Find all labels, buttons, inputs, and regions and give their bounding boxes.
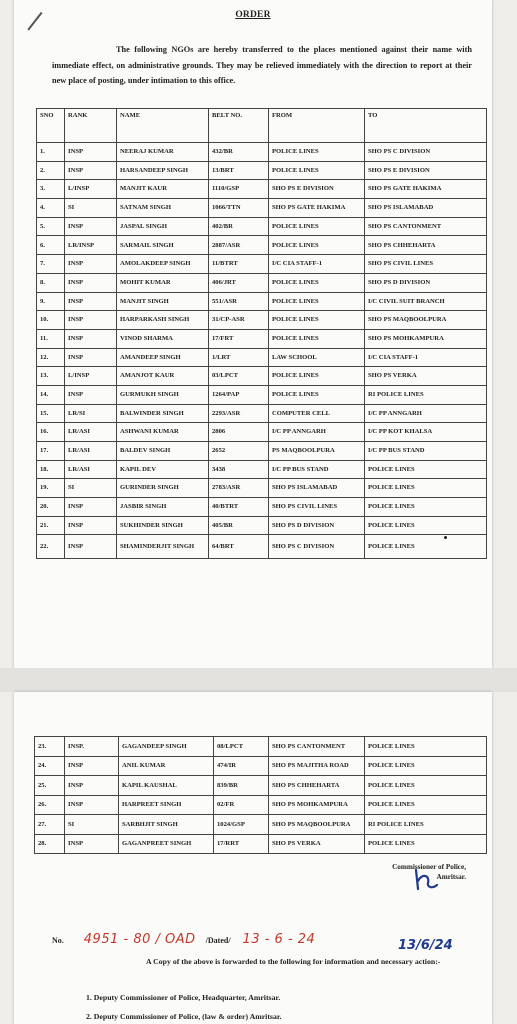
cell-to: POLICE LINES xyxy=(365,776,487,796)
cell-from: I/C PP ANNGARH xyxy=(269,423,365,442)
header-sno: SNO xyxy=(37,109,65,143)
cell-rank: INSP xyxy=(65,143,117,162)
cell-name: GAGANPREET SINGH xyxy=(119,834,214,854)
cell-from: SHO PS CHHEHARTA xyxy=(269,776,365,796)
cell-name: GAGANDEEP SINGH xyxy=(119,737,214,757)
table-row xyxy=(37,161,487,180)
cell-belt-no: 432/BR xyxy=(209,143,269,162)
header-to: TO xyxy=(365,109,487,143)
cell-belt-no: 02/FR xyxy=(214,795,269,815)
cell-name: MANJIT SINGH xyxy=(117,292,209,311)
table-row xyxy=(35,834,487,854)
table-row xyxy=(37,348,487,367)
cell-to: POLICE LINES xyxy=(365,479,487,498)
cell-rank: INSP xyxy=(65,385,117,404)
cell-from: POLICE LINES xyxy=(269,143,365,162)
cell-rank: INSP xyxy=(65,311,117,330)
cell-name: SARMAIL SINGH xyxy=(117,236,209,255)
table-row xyxy=(37,236,487,255)
cell-belt-no: 3438 xyxy=(209,460,269,479)
cell-from: SHO PS MOHKAMPURA xyxy=(269,795,365,815)
cell-sno: 12. xyxy=(37,348,65,367)
cell-rank: LR/INSP xyxy=(65,236,117,255)
cell-name: BALDEV SINGH xyxy=(117,442,209,461)
cell-rank: L/INSP xyxy=(65,367,117,386)
cell-name: SUKHINDER SINGH xyxy=(117,516,209,535)
cell-to: SHO PS CANTONMENT xyxy=(365,217,487,236)
cell-rank: LR/ASI xyxy=(65,423,117,442)
cell-from: I/C PP BUS STAND xyxy=(269,460,365,479)
cell-sno: 1. xyxy=(37,143,65,162)
ink-dot xyxy=(444,536,447,539)
cell-from: POLICE LINES xyxy=(269,292,365,311)
cell-from: POLICE LINES xyxy=(269,329,365,348)
cell-belt-no: 402/BR xyxy=(209,217,269,236)
cell-name: JASBIR SINGH xyxy=(117,498,209,517)
table-row xyxy=(37,498,487,517)
cell-from: SHO PS GATE HAKIMA xyxy=(269,199,365,218)
cell-name: BALWINDER SINGH xyxy=(117,404,209,423)
table-header-row xyxy=(37,109,487,143)
transfer-table-body xyxy=(37,143,487,559)
cell-sno: 7. xyxy=(37,255,65,274)
cell-name: JASPAL SINGH xyxy=(117,217,209,236)
cell-rank: LR/ASI xyxy=(65,460,117,479)
transfer-table-continued xyxy=(34,736,487,854)
memo-dated-value: 13 - 6 - 24 xyxy=(242,932,316,947)
header-belt-no: BELT NO. xyxy=(209,109,269,143)
order-page-1 xyxy=(14,0,492,668)
cell-name: VINOD SHARMA xyxy=(117,329,209,348)
distribution-item: 1. Deputy Commissioner of Police, Headquarter, Amritsar. xyxy=(86,993,281,1002)
table-row xyxy=(37,273,487,292)
order-page-2 xyxy=(14,692,492,1024)
cell-name: KAPIL KAUSHAL xyxy=(119,776,214,796)
cell-from: POLICE LINES xyxy=(269,367,365,386)
cell-rank: LR/SI xyxy=(65,404,117,423)
cell-sno: 16. xyxy=(37,423,65,442)
cell-belt-no: 406/JRT xyxy=(209,273,269,292)
table-row xyxy=(37,385,487,404)
cell-name: HARSANDEEP SINGH xyxy=(117,161,209,180)
cell-rank: INSP xyxy=(65,756,119,776)
cell-rank: INSP xyxy=(65,776,119,796)
cell-to: POLICE LINES xyxy=(365,795,487,815)
cell-rank: INSP xyxy=(65,329,117,348)
cell-from: SHO PS MAQBOOLPURA xyxy=(269,815,365,835)
distribution-item: 2. Deputy Commissioner of Police, (law & order) Amritsar. xyxy=(86,1012,282,1021)
cell-belt-no: 405/BR xyxy=(209,516,269,535)
cell-to: I/C CIVIL SUIT BRANCH xyxy=(365,292,487,311)
cell-sno: 5. xyxy=(37,217,65,236)
cell-from: SHO PS CANTONMENT xyxy=(269,737,365,757)
cell-sno: 25. xyxy=(35,776,65,796)
cell-to: SHO PS MOHKAMPURA xyxy=(365,329,487,348)
page-gap xyxy=(0,668,517,692)
header-rank: RANK xyxy=(65,109,117,143)
cell-sno: 14. xyxy=(37,385,65,404)
cell-name: SARBHJIT SINGH xyxy=(119,815,214,835)
copy-forward-text: A Copy of the above is forwarded to the following for information and necessary action:- xyxy=(146,957,441,966)
cell-sno: 24. xyxy=(35,756,65,776)
cell-to: I/C PP KOT KHALSA xyxy=(365,423,487,442)
cell-to: SHO PS CHHEHARTA xyxy=(365,236,487,255)
cell-belt-no: 17/FRT xyxy=(209,329,269,348)
cell-belt-no: 551/ASR xyxy=(209,292,269,311)
header-from: FROM xyxy=(269,109,365,143)
cell-sno: 22. xyxy=(37,535,65,559)
signature-place: Amritsar. xyxy=(436,873,466,881)
cell-to: SHO PS D DIVISION xyxy=(365,273,487,292)
table-row xyxy=(35,815,487,835)
memo-no-label: No. xyxy=(52,936,64,945)
cell-to: SHO PS MAQBOOLPURA xyxy=(365,311,487,330)
cell-name: SATNAM SINGH xyxy=(117,199,209,218)
cell-to: RI POLICE LINES xyxy=(365,385,487,404)
signature-title: Commissioner of Police, xyxy=(392,863,466,871)
table-row xyxy=(37,217,487,236)
cell-sno: 17. xyxy=(37,442,65,461)
cell-sno: 20. xyxy=(37,498,65,517)
cell-sno: 19. xyxy=(37,479,65,498)
cell-sno: 15. xyxy=(37,404,65,423)
cell-rank: INSP xyxy=(65,795,119,815)
cell-name: GURMUKH SINGH xyxy=(117,385,209,404)
cell-from: SHO PS MAJITHA ROAD xyxy=(269,756,365,776)
signature-block xyxy=(356,862,466,882)
cell-from: COMPUTER CELL xyxy=(269,404,365,423)
cell-to: POLICE LINES xyxy=(365,834,487,854)
memo-number-line xyxy=(52,932,315,947)
table-row xyxy=(37,404,487,423)
cell-belt-no: 13/BRT xyxy=(209,161,269,180)
table-row xyxy=(37,442,487,461)
cell-from: POLICE LINES xyxy=(269,236,365,255)
cell-sno: 6. xyxy=(37,236,65,255)
cell-belt-no: 1024/GSP xyxy=(214,815,269,835)
table-row xyxy=(37,143,487,162)
cell-belt-no: 64/BRT xyxy=(209,535,269,559)
cell-from: POLICE LINES xyxy=(269,311,365,330)
transfer-table xyxy=(36,108,487,559)
cell-sno: 8. xyxy=(37,273,65,292)
table-row xyxy=(37,311,487,330)
cell-sno: 23. xyxy=(35,737,65,757)
header-name: NAME xyxy=(117,109,209,143)
table-row xyxy=(37,479,487,498)
table-row xyxy=(35,756,487,776)
cell-from: I/C CIA STAFF-1 xyxy=(269,255,365,274)
cell-rank: SI xyxy=(65,199,117,218)
cell-to: SHO PS CIVIL LINES xyxy=(365,255,487,274)
cell-sno: 4. xyxy=(37,199,65,218)
cell-to: POLICE LINES xyxy=(365,460,487,479)
cell-to: SHO PS E DIVISION xyxy=(365,161,487,180)
cell-sno: 11. xyxy=(37,329,65,348)
cell-from: SHO PS ISLAMABAD xyxy=(269,479,365,498)
cell-to: SHO PS VERKA xyxy=(365,367,487,386)
cell-belt-no: 2652 xyxy=(209,442,269,461)
cell-rank: LR/ASI xyxy=(65,442,117,461)
cell-sno: 2. xyxy=(37,161,65,180)
cell-from: POLICE LINES xyxy=(269,385,365,404)
cell-to: POLICE LINES xyxy=(365,498,487,517)
cell-belt-no: 2783/ASR xyxy=(209,479,269,498)
cell-sno: 28. xyxy=(35,834,65,854)
cell-from: SHO PS E DIVISION xyxy=(269,180,365,199)
order-intro: The following NGOs are hereby transferred to the places mentioned against their name with immediate effect, on administrative grounds. They may be relieved immediately with the direction to report at their new place of posting, under intimation to this office. xyxy=(52,45,472,85)
cell-belt-no: 2887/ASR xyxy=(209,236,269,255)
cell-belt-no: 40/BTRT xyxy=(209,498,269,517)
cell-rank: INSP xyxy=(65,217,117,236)
order-title: ORDER xyxy=(235,10,271,20)
cell-belt-no: 1264/PAP xyxy=(209,385,269,404)
cell-rank: INSP xyxy=(65,498,117,517)
cell-to: SHO PS ISLAMABAD xyxy=(365,199,487,218)
cell-rank: INSP xyxy=(65,273,117,292)
table-row xyxy=(37,255,487,274)
cell-name: SHAMINDERJIT SINGH xyxy=(117,535,209,559)
table-row xyxy=(37,367,487,386)
cell-sno: 21. xyxy=(37,516,65,535)
cell-name: ASHWANI KUMAR xyxy=(117,423,209,442)
cell-rank: L/INSP xyxy=(65,180,117,199)
cell-rank: INSP xyxy=(65,535,117,559)
table-row xyxy=(37,329,487,348)
handwritten-date: 13/6/24 xyxy=(398,938,453,953)
memo-no-value: 4951 - 80 / OAD xyxy=(83,932,196,947)
cell-rank: INSP xyxy=(65,516,117,535)
memo-dated-label: /Dated/ xyxy=(205,936,231,945)
cell-to: I/C PP ANNGARH xyxy=(365,404,487,423)
cell-to: POLICE LINES xyxy=(365,535,487,559)
cell-name: ANIL KUMAR xyxy=(119,756,214,776)
cell-name: GURINDER SINGH xyxy=(117,479,209,498)
cell-belt-no: 1/LRT xyxy=(209,348,269,367)
cell-sno: 9. xyxy=(37,292,65,311)
cell-to: POLICE LINES xyxy=(365,516,487,535)
cell-from: SHO PS C DIVISION xyxy=(269,535,365,559)
cell-from: POLICE LINES xyxy=(269,161,365,180)
cell-from: LAW SCHOOL xyxy=(269,348,365,367)
cell-name: AMOLAKDEEP SINGH xyxy=(117,255,209,274)
cell-sno: 18. xyxy=(37,460,65,479)
cell-from: SHO PS VERKA xyxy=(269,834,365,854)
cell-sno: 27. xyxy=(35,815,65,835)
table-row xyxy=(37,460,487,479)
table-row xyxy=(35,737,487,757)
cell-from: POLICE LINES xyxy=(269,273,365,292)
cell-name: AMANDEEP SINGH xyxy=(117,348,209,367)
cell-rank: INSP. xyxy=(65,737,119,757)
cell-to: I/C PP BUS STAND xyxy=(365,442,487,461)
cell-belt-no: 1110/GSP xyxy=(209,180,269,199)
cell-belt-no: 1066/TTN xyxy=(209,199,269,218)
cell-belt-no: 17/RRT xyxy=(214,834,269,854)
cell-rank: INSP xyxy=(65,292,117,311)
cell-belt-no: 474/IR xyxy=(214,756,269,776)
table-row xyxy=(37,535,487,559)
cell-belt-no: 03/LPCT xyxy=(209,367,269,386)
cell-name: HARPREET SINGH xyxy=(119,795,214,815)
cell-name: AMANJOT KAUR xyxy=(117,367,209,386)
cell-rank: INSP xyxy=(65,255,117,274)
cell-name: HARPARKASH SINGH xyxy=(117,311,209,330)
cell-sno: 10. xyxy=(37,311,65,330)
cell-from: SHO PS CIVIL LINES xyxy=(269,498,365,517)
cell-sno: 26. xyxy=(35,795,65,815)
cell-to: POLICE LINES xyxy=(365,756,487,776)
cell-belt-no: 2806 xyxy=(209,423,269,442)
transfer-table-continued-body xyxy=(35,737,487,854)
cell-name: KAPIL DEV xyxy=(117,460,209,479)
cell-rank: INSP xyxy=(65,161,117,180)
cell-belt-no: 08/LPCT xyxy=(214,737,269,757)
cell-to: POLICE LINES xyxy=(365,737,487,757)
table-row xyxy=(35,776,487,796)
cell-belt-no: 2293/ASR xyxy=(209,404,269,423)
cell-name: MANJIT KAUR xyxy=(117,180,209,199)
table-row xyxy=(35,795,487,815)
cell-rank: SI xyxy=(65,479,117,498)
cell-name: NEERAJ KUMAR xyxy=(117,143,209,162)
cell-sno: 3. xyxy=(37,180,65,199)
cell-belt-no: 11/BTRT xyxy=(209,255,269,274)
table-row xyxy=(37,516,487,535)
table-row xyxy=(37,180,487,199)
cell-to: SHO PS C DIVISION xyxy=(365,143,487,162)
cell-belt-no: 31/CP-ASR xyxy=(209,311,269,330)
cell-to: SHO PS GATE HAKIMA xyxy=(365,180,487,199)
table-row xyxy=(37,292,487,311)
cell-from: POLICE LINES xyxy=(269,217,365,236)
table-row xyxy=(37,199,487,218)
cell-to: RI POLICE LINES xyxy=(365,815,487,835)
cell-from: PS MAQBOOLPURA xyxy=(269,442,365,461)
cell-name: MOHIT KUMAR xyxy=(117,273,209,292)
cell-to: I/C CIA STAFF-1 xyxy=(365,348,487,367)
table-row xyxy=(37,423,487,442)
cell-rank: INSP xyxy=(65,834,119,854)
cell-belt-no: 839/BR xyxy=(214,776,269,796)
cell-rank: SI xyxy=(65,815,119,835)
cell-sno: 13. xyxy=(37,367,65,386)
cell-from: SHO PS D DIVISION xyxy=(269,516,365,535)
cell-rank: INSP xyxy=(65,348,117,367)
